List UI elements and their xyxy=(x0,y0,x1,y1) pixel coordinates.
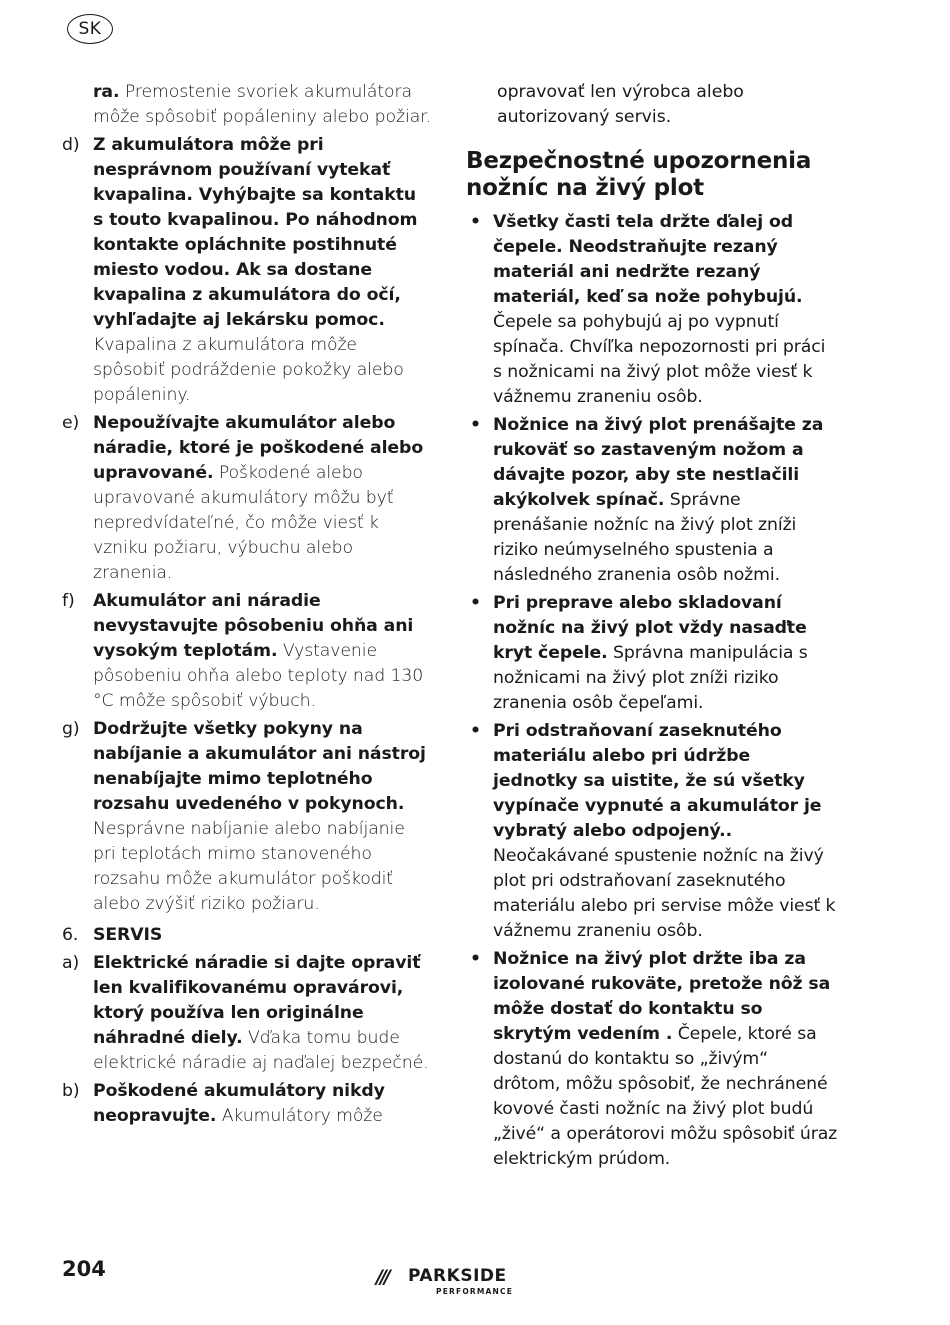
list-item xyxy=(62,589,432,714)
bullet-text: Neočakávané spustenie nožníc na živý plot pri odstraňovaní zaseknutého materiálu alebo pri servise môže viesť k vážnemu zraneniu osôb. xyxy=(493,846,836,941)
page-number: 204 xyxy=(62,1257,106,1281)
bullet-icon: • xyxy=(470,721,481,741)
section-title: Bezpečnostné upozornenia nožníc na živý plot xyxy=(466,148,812,201)
item-text: Premostenie svoriek akumulátora môže spôsobiť popáleniny alebo požiar. xyxy=(93,82,432,127)
item-bold-text: Z akumulátora môže pri nesprávnom používaní vytekať kvapalina. Vyhýbajte sa kontaktu s touto kvapalinou. Po náhodnom kontakte opláchnite postihnuté miesto vodou. Ak sa dostane kvapalina z akumulátora do očí, vyhľadajte aj lekársku pomoc. xyxy=(93,135,418,330)
bullet-item xyxy=(466,719,838,944)
item-text: Poškodené alebo upravované akumulátory môžu byť nepredvídateľné, čo môže viesť k vzniku požiaru, výbuchu alebo zranenia. xyxy=(93,463,394,583)
item-marker: 6. xyxy=(62,925,79,945)
item-marker: e) xyxy=(62,413,80,433)
language-code: SK xyxy=(78,19,102,39)
bullet-bold-text: Nožnice na živý plot prenášajte za rukoväť so zastaveným nožom a dávajte pozor, aby ste nestlačili akýkolvek spínač. xyxy=(493,415,824,510)
item-marker: f) xyxy=(62,591,75,611)
item-text: Nesprávne nabíjanie alebo nabíjanie pri teplotách mimo stanoveného rozsahu môže akumulátor poškodiť alebo zvýšiť riziko požiaru. xyxy=(93,819,405,914)
continued-text: opravovať len výrobca alebo autorizovaný servis. xyxy=(497,82,744,127)
list-item xyxy=(62,411,432,586)
bullet-icon: • xyxy=(470,212,481,232)
bullet-item xyxy=(466,947,838,1172)
item-marker: d) xyxy=(62,135,80,155)
list-item xyxy=(62,951,432,1076)
item-marker: a) xyxy=(62,953,80,973)
logo-brand: PARKSIDE xyxy=(408,1266,507,1286)
bullet-icon: • xyxy=(470,415,481,435)
item-bold-text: Poškodené akumulátory nikdy neopravujte. xyxy=(93,1081,385,1126)
bullet-text: Čepele sa pohybujú aj po vypnutí spínača. Chvíľka nepozornosti pri práci s nožnicami na živý plot môže viesť k vážnemu zraneniu osôb. xyxy=(493,312,826,407)
bullet-item xyxy=(466,413,838,588)
section-heading-servis xyxy=(62,923,432,948)
bullet-icon: • xyxy=(470,949,481,969)
list-item xyxy=(62,717,432,917)
item-text: Vďaka tomu bude elektrické náradie aj naďalej bezpečné. xyxy=(93,1028,429,1073)
item-text: Akumulátory môže xyxy=(216,1106,383,1126)
list-item xyxy=(62,80,432,130)
bullet-text: Čepele, ktoré sa dostanú do kontaktu so „živým“ drôtom, môžu spôsobiť, že nechránené kovové časti nožníc na živý plot budú „živé“ a operátorovi môžu spôsobiť úraz elektrickým prúdom. xyxy=(493,1024,838,1169)
bullet-bold-text: Pri preprave alebo skladovaní nožníc na živý plot vždy nasaďte kryt čepele. xyxy=(493,593,807,663)
bullet-bold-text: Pri odstraňovaní zaseknutého materiálu alebo pri údržbe jednotky sa uistite, že sú všetky vypínače vypnuté a akumulátor je vybratý alebo odpojený.. xyxy=(493,721,822,841)
right-column xyxy=(466,80,838,1175)
item-marker: g) xyxy=(62,719,80,739)
bullet-text: Správne prenášanie nožníc na živý plot zníži riziko neúmyselného spustenia a následného zranenia osôb nožmi. xyxy=(493,490,797,585)
bullet-text: Správna manipulácia s nožnicami na živý plot zníži riziko zranenia osôb čepeľami. xyxy=(493,643,808,713)
item-bold-text: SERVIS xyxy=(93,925,163,945)
item-marker: b) xyxy=(62,1081,80,1101)
bullet-item xyxy=(466,210,838,410)
language-badge xyxy=(67,14,113,44)
item-bold-text: ra. xyxy=(93,82,120,102)
left-column xyxy=(62,80,432,1132)
logo-slashes-icon: /// xyxy=(376,1266,388,1288)
item-bold-text: Akumulátor ani náradie nevystavujte pôsobeniu ohňa ani vysokým teplotám. xyxy=(93,591,414,661)
bullet-bold-text: Nožnice na živý plot držte iba za izolované rukoväte, pretože nôž sa môže dostať do kontaktu so skrytým vedením . xyxy=(493,949,831,1044)
bullet-bold-text: Všetky časti tela držte ďalej od čepele. Neodstraňujte rezaný materiál ani nedržte rezaný materiál, keď sa nože pohybujú. xyxy=(493,212,803,307)
logo-subtitle: PERFORMANCE xyxy=(436,1287,514,1296)
item-text: Kvapalina z akumulátora môže spôsobiť podráždenie pokožky alebo popáleniny. xyxy=(93,335,404,405)
item-text: Vystavenie pôsobeniu ohňa alebo teploty nad 130 °C môže spôsobiť výbuch. xyxy=(93,641,424,711)
bullet-item xyxy=(466,591,838,716)
list-item xyxy=(62,133,432,408)
bullet-icon: • xyxy=(470,593,481,613)
item-bold-text: Elektrické náradie si dajte opraviť len kvalifikovanému opravárovi, ktorý používa len originálne náhradné diely. xyxy=(93,953,421,1048)
item-bold-text: Nepoužívajte akumulátor alebo náradie, ktoré je poškodené alebo upravované. xyxy=(93,413,424,483)
list-item xyxy=(62,1079,432,1129)
parkside-logo xyxy=(376,1264,526,1298)
item-bold-text: Dodržujte všetky pokyny na nabíjanie a akumulátor ani nástroj nenabíjajte mimo teplotného rozsahu uvedeného v pokynoch. xyxy=(93,719,426,814)
